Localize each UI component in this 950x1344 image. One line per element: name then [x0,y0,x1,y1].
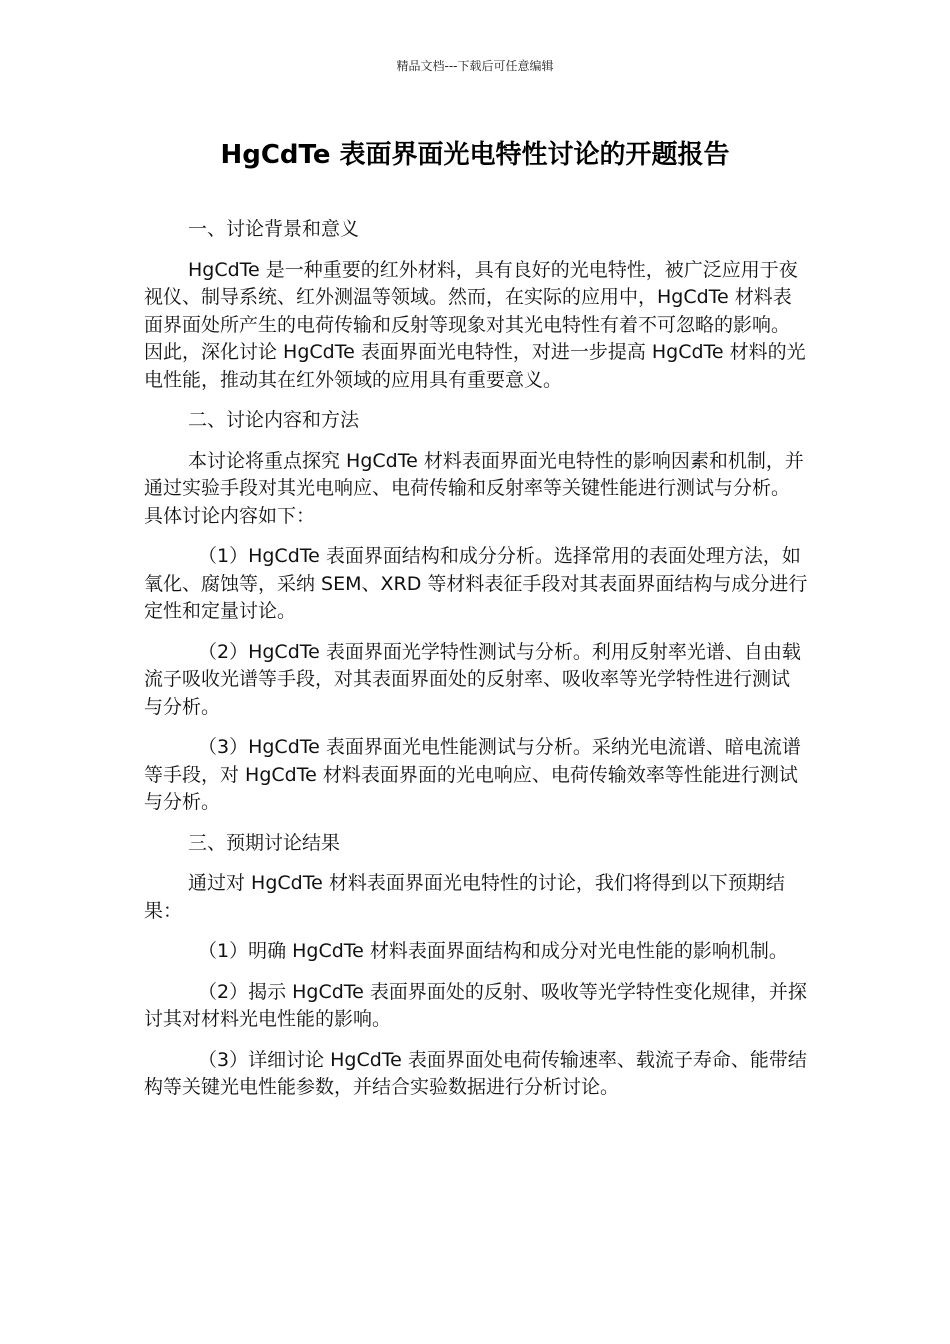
body-paragraph: 通过对 HgCdTe 材料表面界面光电特性的讨论，我们将得到以下预期结果： [144,872,785,922]
body-paragraph: 本讨论将重点探究 HgCdTe 材料表面界面光电特性的影响因素和机制，并通过实验手段对其光电响应、电荷传输和反射率等关键性能进行测试与分析。具体讨论内容如下： [144,449,804,527]
list-item: （3）HgCdTe 表面界面光电性能测试与分析。采纳光电流谱、暗电流谱等手段，对 HgCdTe 材料表面界面的光电响应、电荷传输效率等性能进行测试与分析。 [144,736,801,813]
document-body [144,216,808,1115]
list-item: （2）揭示 HgCdTe 表面界面处的反射、吸收等光学特性变化规律，并探讨其对材料光电性能的影响。 [144,980,807,1030]
list-item: （1）HgCdTe 表面界面结构和成分分析。选择常用的表面处理方法，如氧化、腐蚀等，采纳 SEM、XRD 等材料表征手段对其表面界面结构与成分进行定性和定量讨论。 [144,545,808,622]
body-paragraph: HgCdTe 是一种重要的红外材料，具有良好的光电特性，被广泛应用于夜视仪、制导系统、红外测温等领域。然而，在实际的应用中，HgCdTe 材料表面界面处所产生的电荷传输和反射等现象对其光电特性有着不可忽略的影响。因此，深化讨论 HgCdTe 表面界面光电特性，对进一步提高 HgCdTe 材料的光电性能，推动其在红外领域的应用具有重要意义。 [144,258,806,391]
section-heading: 一、讨论背景和意义 [188,218,360,240]
list-item: （3）详细讨论 HgCdTe 表面界面处电荷传输速率、载流子寿命、能带结构等关键光电性能参数，并结合实验数据进行分析讨论。 [144,1048,807,1098]
document-title: HgCdTe 表面界面光电特性讨论的开题报告 [220,140,730,170]
list-item: （2）HgCdTe 表面界面光学特性测试与分析。利用反射率光谱、自由载流子吸收光谱等手段，对其表面界面处的反射率、吸收率等光学特性进行测试与分析。 [144,640,801,718]
list-item: （1）明确 HgCdTe 材料表面界面结构和成分对光电性能的影响机制。 [198,940,788,962]
section-heading: 三、预期讨论结果 [188,831,341,854]
header-note: 精品文档---下载后可任意编辑 [396,59,554,73]
section-heading: 二、讨论内容和方法 [188,409,360,431]
